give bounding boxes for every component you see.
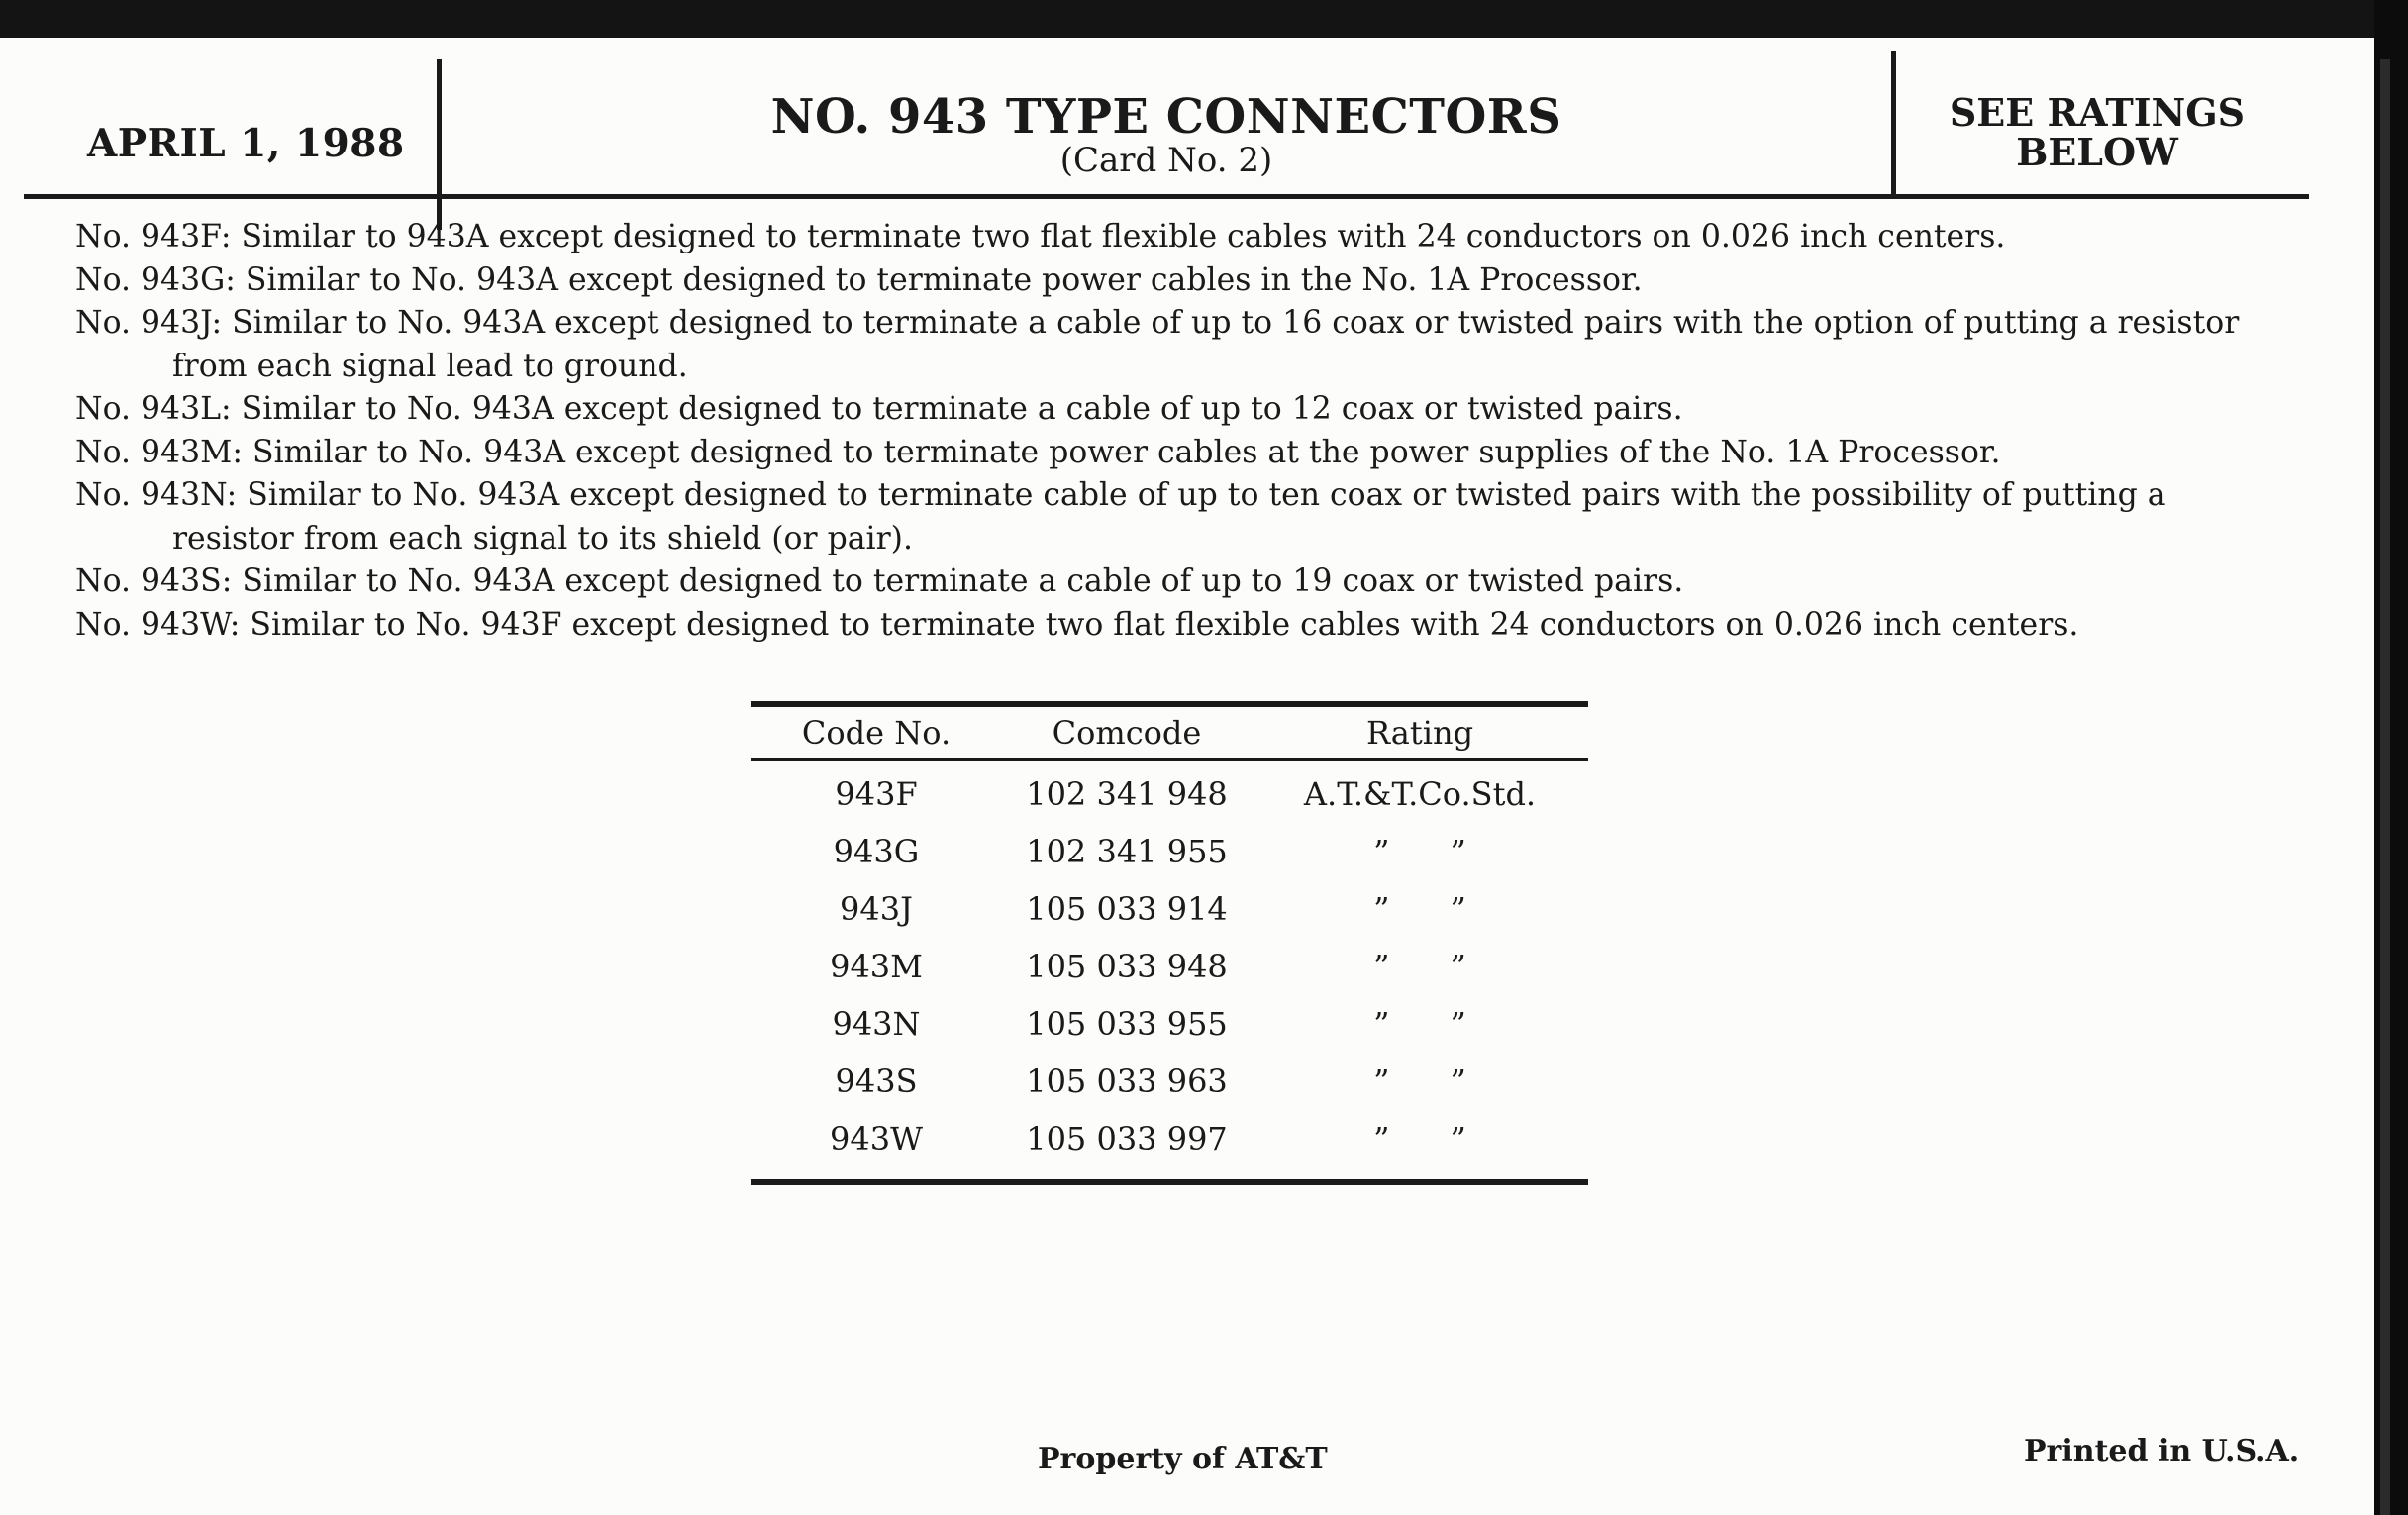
header-divider-right: [1891, 51, 1896, 198]
cell-rating: ” ”: [1373, 948, 1466, 985]
description-943s: No. 943S: Similar to No. 943A except designed to terminate a cable of up to 19 coax or twisted pairs.: [75, 563, 1684, 599]
table-body: [751, 761, 1588, 1179]
scan-edge: [2374, 0, 2408, 1515]
table-row: [751, 1053, 1588, 1110]
table-row: [751, 823, 1588, 880]
catalog-card: [0, 38, 2374, 1515]
cell-comcode: 105 033 955: [1026, 1005, 1228, 1043]
cell-comcode: 105 033 914: [1026, 890, 1228, 928]
cell-code: 943N: [832, 1005, 921, 1043]
cell-rating: ” ”: [1373, 833, 1466, 870]
ratings-note-line1: SEE RATINGS: [1949, 90, 2246, 135]
cell-code: 943M: [830, 948, 923, 985]
table-bottom-rule: [751, 1179, 1588, 1185]
cell-rating: ” ”: [1373, 890, 1466, 928]
table-row: [751, 938, 1588, 995]
printed-notice: Printed in U.S.A.: [2024, 1434, 2300, 1468]
ratings-note: [1897, 90, 2297, 174]
description-list: [75, 216, 2293, 647]
description-943g: No. 943G: Similar to No. 943A except designed to terminate power cables in the No. 1A Processor.: [75, 261, 1643, 298]
table-row: [751, 995, 1588, 1053]
cell-comcode: 105 033 948: [1026, 948, 1228, 985]
cell-comcode: 102 341 948: [1026, 775, 1228, 813]
cell-rating: ” ”: [1373, 1005, 1466, 1043]
description-943n: No. 943N: Similar to No. 943A except designed to terminate cable of up to ten coax or twisted pairs with the possibility of putting a resistor from each signal to its shield (or pair).: [75, 477, 2166, 556]
cell-code: 943G: [833, 833, 920, 870]
header-rule: [24, 194, 2309, 199]
column-header-rating: Rating: [1365, 714, 1474, 752]
cell-code: 943J: [840, 890, 913, 928]
issue-date: APRIL 1, 1988: [87, 121, 405, 166]
cell-code: 943S: [835, 1062, 918, 1100]
cell-rating: ” ”: [1373, 1120, 1466, 1158]
ratings-note-line2: BELOW: [2016, 130, 2178, 174]
description-943m: No. 943M: Similar to No. 943A except designed to terminate power cables at the power supplies of the No. 1A Processor.: [75, 434, 2001, 470]
page-title: NO. 943 TYPE CONNECTORS: [770, 89, 1562, 145]
cell-code: 943W: [830, 1120, 923, 1158]
description-943j: No. 943J: Similar to No. 943A except designed to terminate a cable of up to 16 coax or twisted pairs with the option of putting a resistor from each signal lead to ground.: [75, 305, 2240, 384]
description-943f: No. 943F: Similar to 943A except designed to terminate two flat flexible cables with 24 conductors on 0.026 inch centers.: [75, 219, 2006, 254]
ratings-table: [751, 701, 1588, 1185]
cell-comcode: 105 033 997: [1026, 1120, 1228, 1158]
cell-comcode: 102 341 955: [1026, 833, 1228, 870]
table-row: [751, 1110, 1588, 1167]
description-943l: No. 943L: Similar to No. 943A except designed to terminate a cable of up to 12 coax or twisted pairs.: [75, 391, 1683, 427]
table-row: [751, 765, 1588, 823]
column-header-code: Code No.: [801, 714, 952, 752]
cell-comcode: 105 033 963: [1026, 1062, 1228, 1100]
cell-rating: A.T.&T.Co.Std.: [1303, 775, 1537, 813]
table-row: [751, 880, 1588, 938]
scan-edge-strip: [2380, 59, 2390, 1515]
cell-rating: ” ”: [1373, 1062, 1466, 1100]
column-header-comcode: Comcode: [1052, 714, 1202, 752]
card-number: (Card No. 2): [1059, 141, 1273, 180]
table-header-row: [751, 707, 1588, 758]
property-notice: Property of AT&T: [1038, 1442, 1328, 1476]
description-943w: No. 943W: Similar to No. 943F except designed to terminate two flat flexible cables with 24 conductors on 0.026 inch centers.: [75, 606, 2079, 643]
cell-code: 943F: [835, 775, 918, 813]
